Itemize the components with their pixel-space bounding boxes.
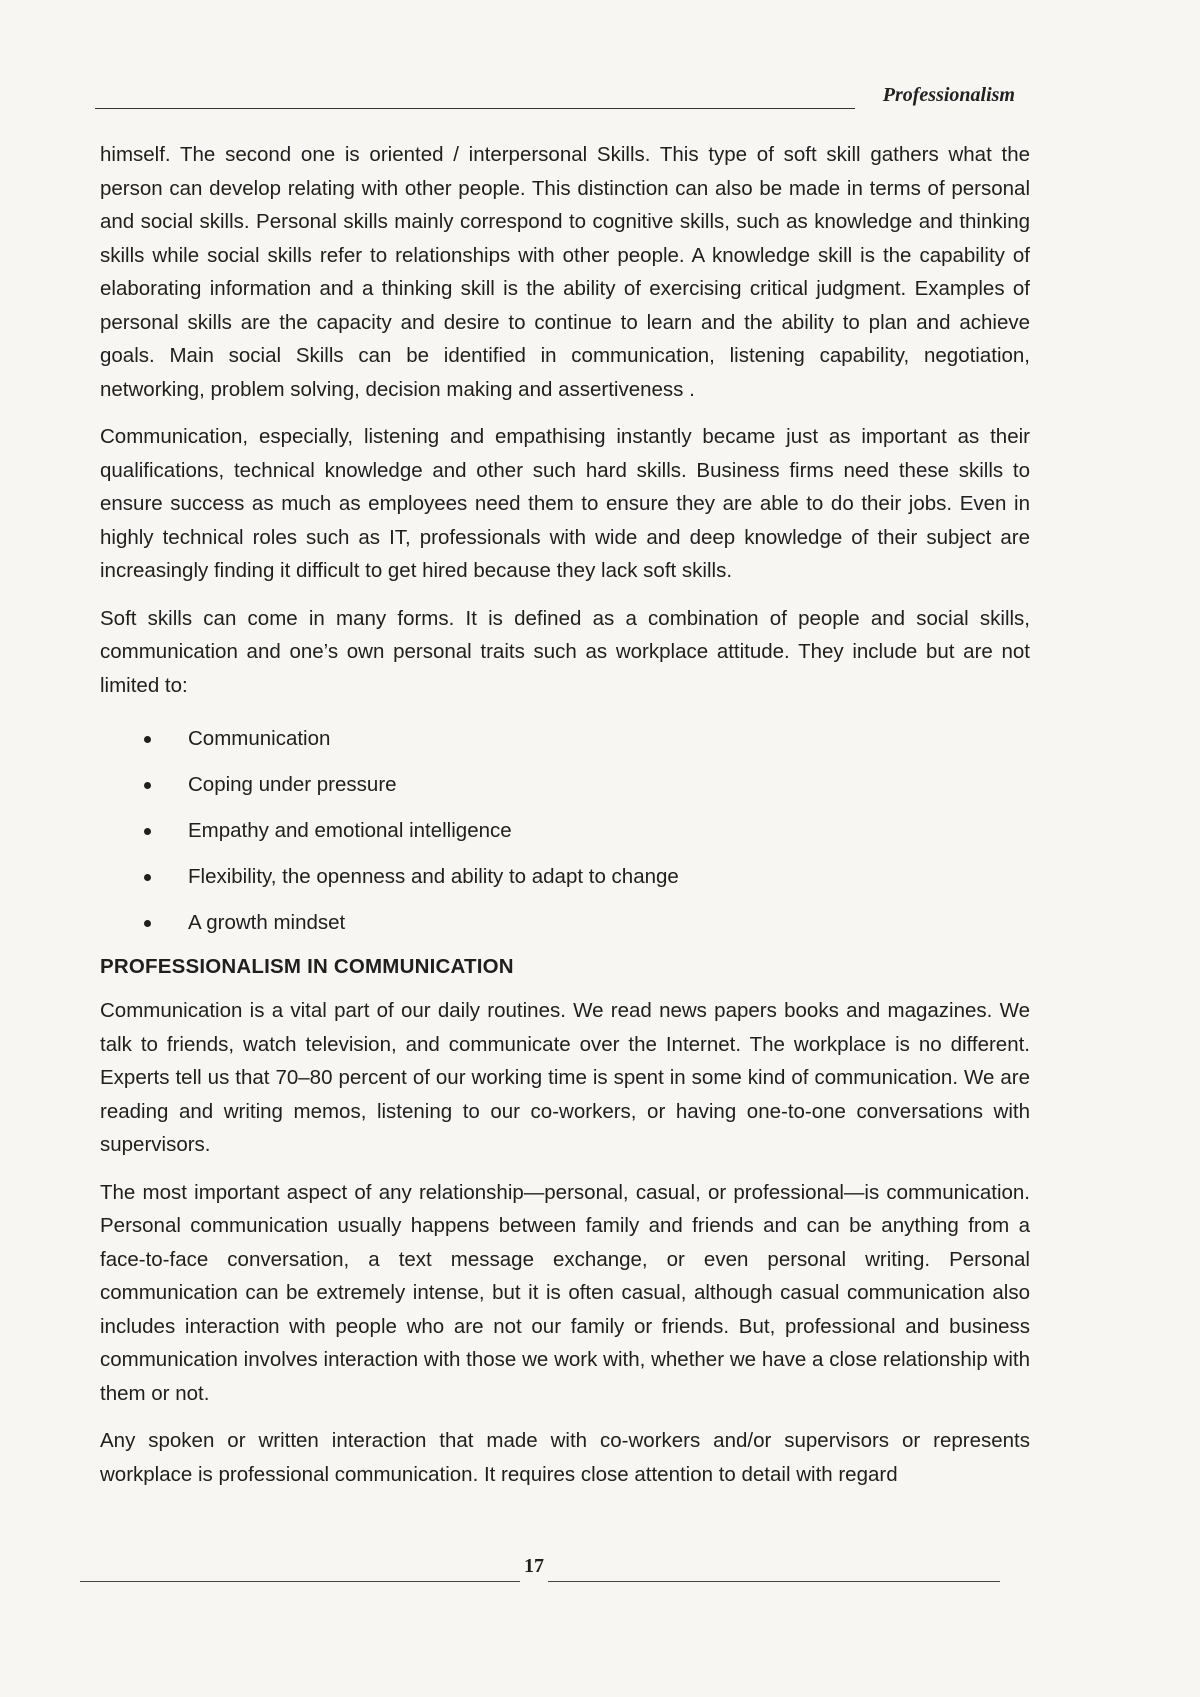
paragraph-daily-communication: Communication is a vital part of our daily routines. We read news papers books and magazines. We talk to friends, watch television, and communicate over the Internet. The workplace is no different. Experts tell us that 70–80 percent of our working time is spent in some kind of communication. We are reading and writing memos, listening to our co-workers, or having one-to-one conversations with supervisors. bbox=[100, 999, 1030, 1156]
running-header bbox=[95, 80, 1015, 110]
paragraph-communication-importance: Communication, especially, listening and empathising instantly became just as important as their qualifications, technical knowledge and other such hard skills. Business firms need these skills to ensure success as much as employees need them to ensure they are able to do their jobs. Even in highly technical roles such as IT, professionals with wide and deep knowledge of their subject are increasingly finding it difficult to get hired because they lack soft skills. bbox=[100, 425, 1030, 582]
paragraph-soft-skills-forms: Soft skills can come in many forms. It is defined as a combination of people and social skills, communication and one’s own personal traits such as workplace attitude. They include but are not limited to: bbox=[100, 606, 1030, 697]
list-item-text: Flexibility, the openness and ability to adapt to change bbox=[188, 865, 679, 888]
list-item bbox=[100, 900, 1030, 946]
list-item bbox=[100, 808, 1030, 854]
list-item-text: Coping under pressure bbox=[188, 773, 397, 796]
paragraph-professional-communication: Any spoken or written interaction that made with co-workers and/or supervisors or represents workplace is professional communication. It requires close attention to detail with regard bbox=[100, 1429, 1030, 1486]
paragraph-relationship-communication: The most important aspect of any relationship—personal, casual, or professional—is communication. Personal communication usually happens between family and friends and can be anything from a face-to-face conversation, a text message exchange, or even personal writing. Personal communication can be extremely intense, but it is often casual, although casual communication also includes interaction with people who are not our family or friends. But, professional and business communication involves interaction with those we work with, whether we have a close relationship with them or not. bbox=[100, 1180, 1030, 1405]
bullet-icon bbox=[144, 828, 151, 835]
list-item bbox=[100, 854, 1030, 900]
list-item bbox=[100, 716, 1030, 762]
list-item-text: Empathy and emotional intelligence bbox=[188, 819, 512, 842]
paragraph-skills-distinction: himself. The second one is oriented / interpersonal Skills. This type of soft skill gathers what the person can develop relating with other people. This distinction can also be made in terms of personal and social skills. Personal skills mainly correspond to cognitive skills, such as knowledge and thinking skills while social skills refer to relationships with other people. A knowledge skill is the capability of elaborating information and a thinking skill is the ability of exercising critical judgment. Examples of personal skills are the capacity and desire to continue to learn and the ability to plan and achieve goals. Main social Skills can be identified in communication, listening capability, negotiation, networking, problem solving, decision making and assertiveness . bbox=[100, 143, 1030, 401]
bullet-icon bbox=[144, 736, 151, 743]
bullet-icon bbox=[144, 920, 151, 927]
section-heading: PROFESSIONALISM IN COMMUNICATION bbox=[100, 955, 514, 978]
page-number: 17 bbox=[524, 1555, 544, 1577]
running-header-title: Professionalism bbox=[882, 84, 1015, 106]
bullet-icon bbox=[144, 782, 151, 789]
page-footer bbox=[80, 1555, 1000, 1585]
list-item bbox=[100, 762, 1030, 808]
soft-skills-list bbox=[100, 716, 1030, 946]
footer-rule-left bbox=[80, 1581, 520, 1582]
body-text bbox=[100, 138, 1030, 1505]
header-rule bbox=[95, 108, 855, 109]
footer-rule-right bbox=[548, 1581, 1000, 1582]
list-item-text: A growth mindset bbox=[188, 911, 346, 934]
bullet-icon bbox=[144, 874, 151, 881]
list-item-text: Communication bbox=[188, 727, 331, 750]
